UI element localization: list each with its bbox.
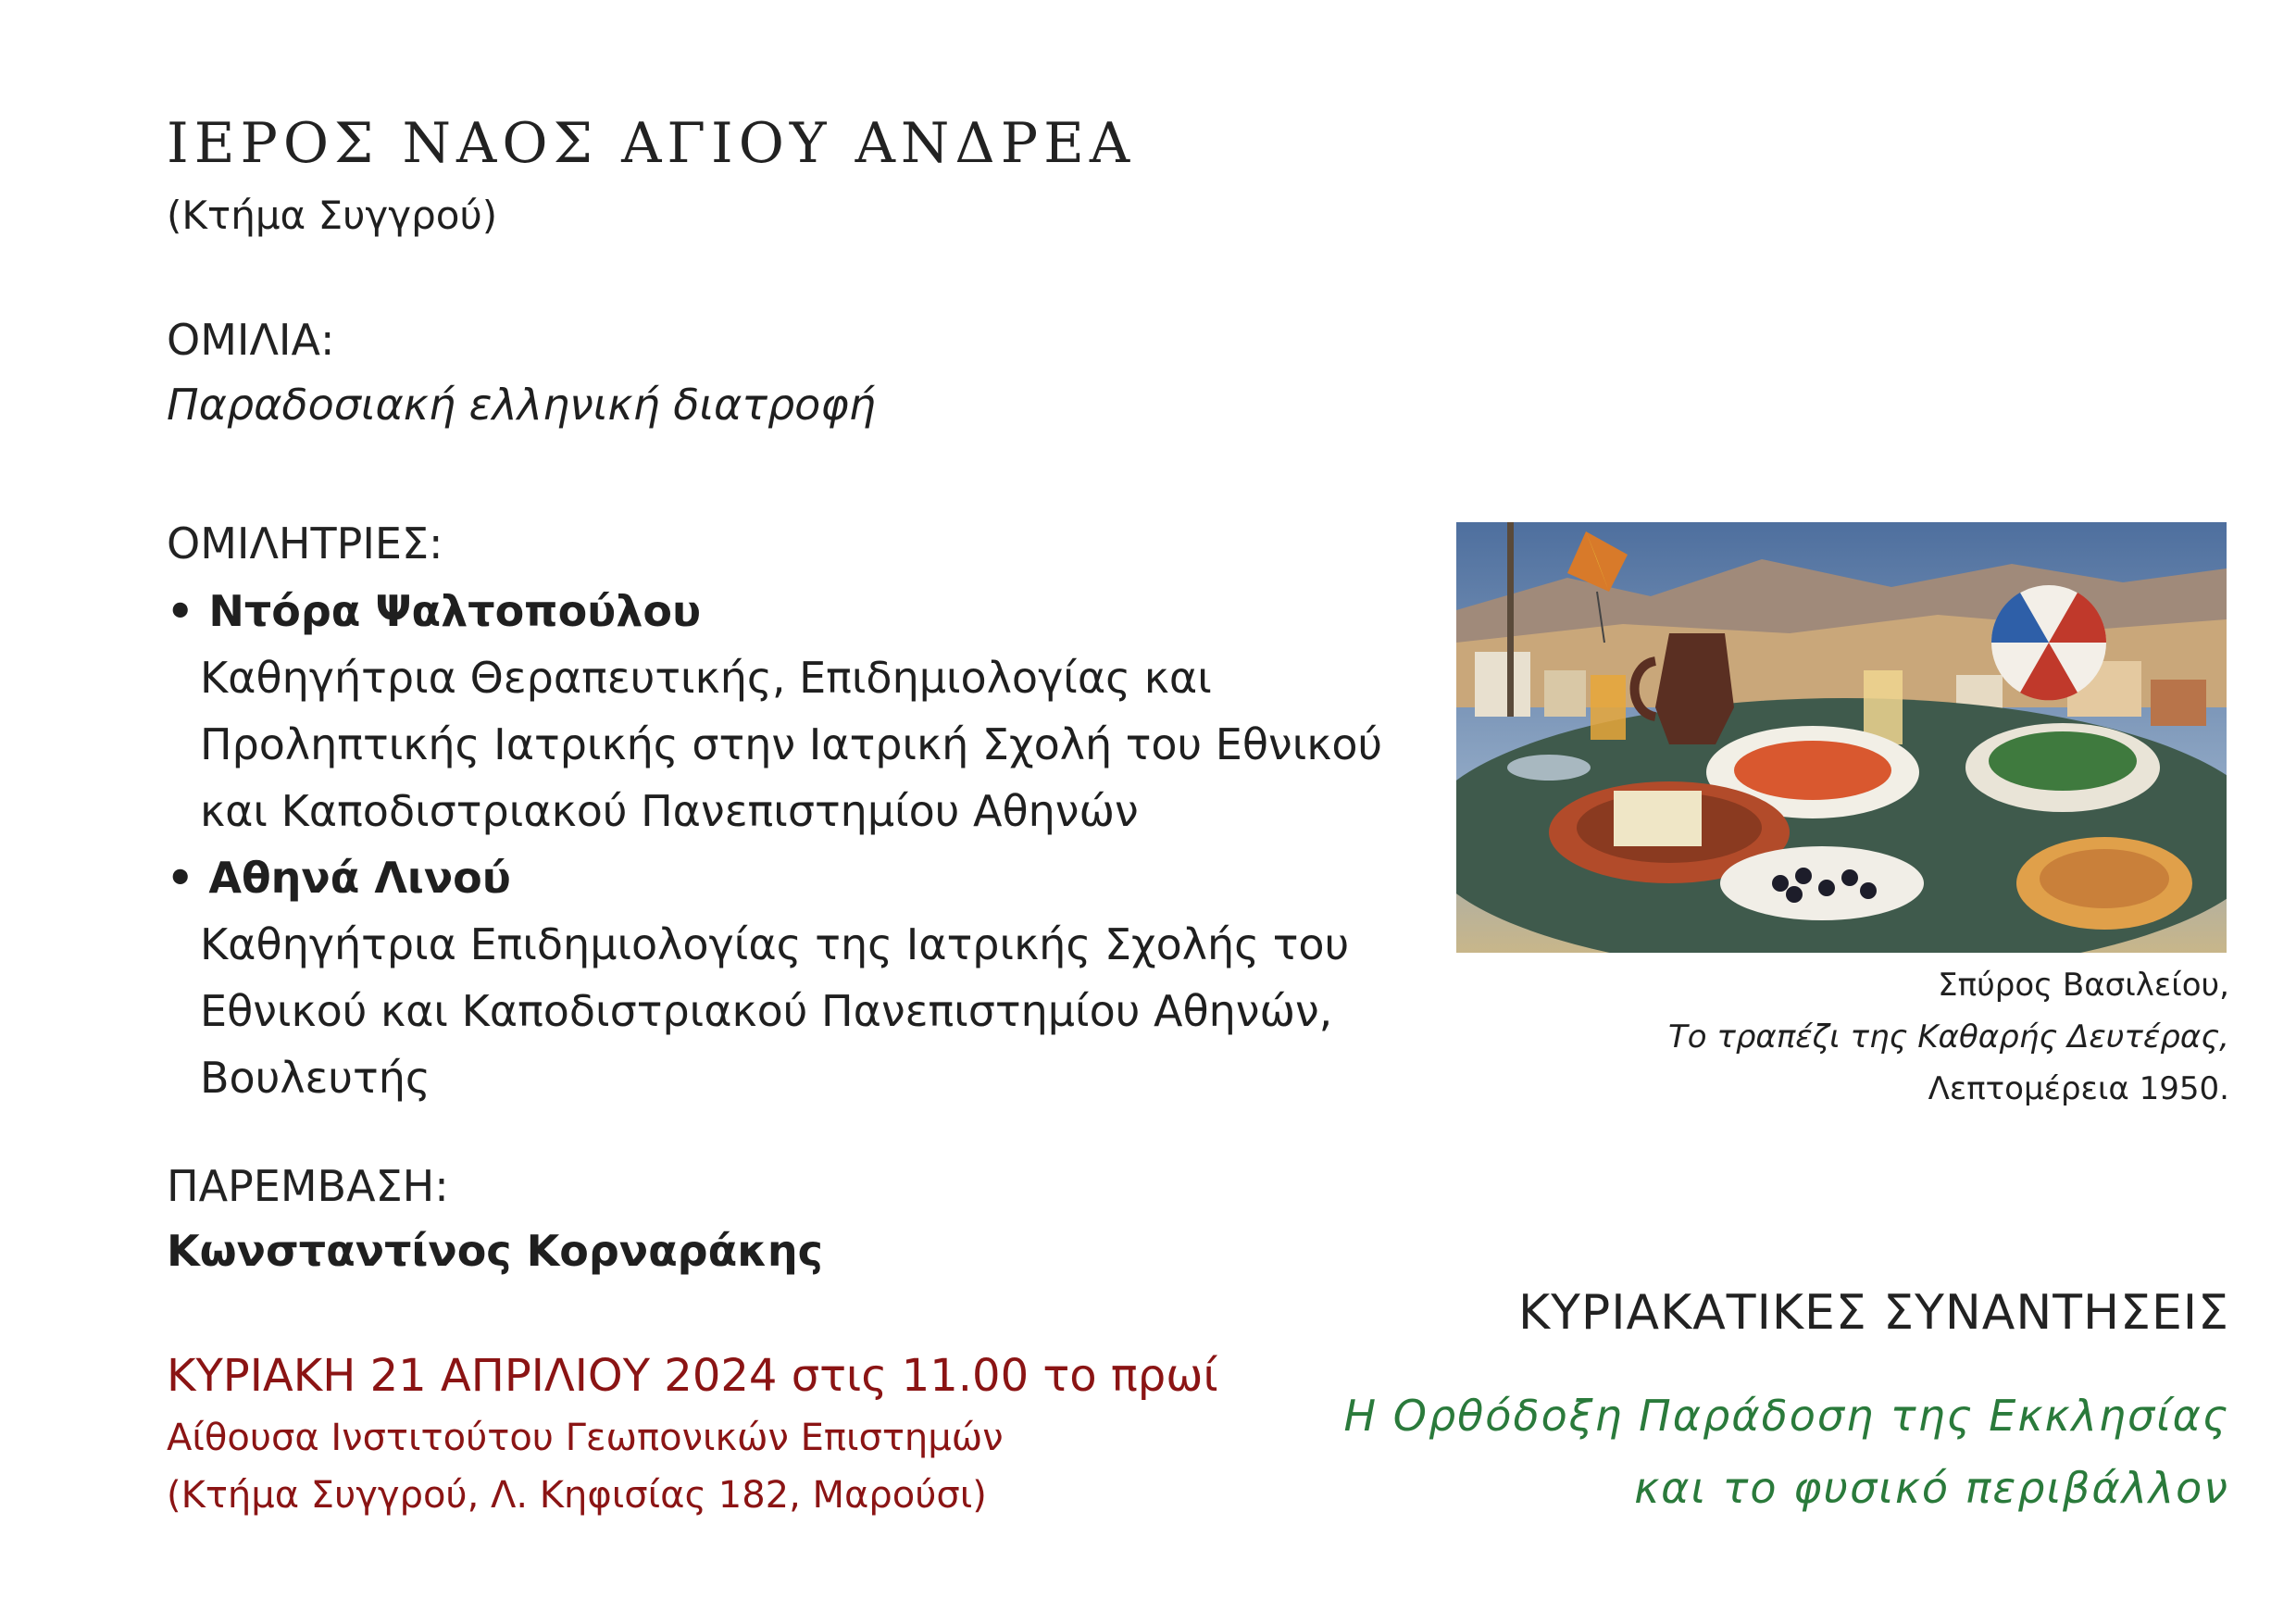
series-subtitle-line: Η Ορθόδοξη Παράδοση της Εκκλησίας bbox=[1343, 1391, 2229, 1441]
speaker-name: Αθηνά Λινού bbox=[208, 853, 511, 903]
speakers-label: ΟΜΙΛΗΤΡΙΕΣ: bbox=[167, 518, 443, 568]
speaker-affiliation-line: Καθηγήτρια Θεραπευτικής, Επιδημιολογίας και bbox=[200, 653, 1212, 703]
bullet: • bbox=[167, 853, 194, 903]
series-subtitle-line: και το φυσικό περιβάλλον bbox=[1634, 1463, 2229, 1513]
caption-artist: Σπύρος Βασιλείου, bbox=[1938, 967, 2229, 1004]
event-venue: Αίθουσα Ινστιτούτου Γεωπονικών Επιστημών bbox=[167, 1417, 1004, 1459]
speaker-item bbox=[167, 844, 511, 911]
event-date: ΚΥΡΙΑΚΗ 21 ΑΠΡΙΛΙΟΥ 2024 στις 11.00 το πρωί bbox=[167, 1350, 1218, 1402]
event-address: (Κτήμα Συγγρού, Λ. Κηφισίας 182, Μαρούσι) bbox=[167, 1474, 987, 1517]
series-title: ΚΥΡΙΑΚΑΤΙΚΕΣ ΣΥΝΑΝΤΗΣΕΙΣ bbox=[1518, 1285, 2229, 1341]
bullet: • bbox=[167, 586, 194, 636]
caption-title: Το τραπέζι της Καθαρής Δευτέρας, bbox=[1667, 1018, 2229, 1056]
speaker-name: Ντόρα Ψαλτοπούλου bbox=[208, 586, 702, 636]
intervention-name: Κωνσταντίνος Κορναράκης bbox=[167, 1226, 823, 1276]
speaker-item bbox=[167, 578, 701, 644]
speech-label: ΟΜΙΛΙΑ: bbox=[167, 315, 335, 365]
speaker-affiliation-line: Καθηγήτρια Επιδημιολογίας της Ιατρικής Σχολής του bbox=[200, 919, 1350, 969]
speaker-affiliation-line: και Καποδιστριακού Πανεπιστημίου Αθηνών bbox=[200, 786, 1139, 836]
speech-title: Παραδοσιακή ελληνική διατροφή bbox=[167, 380, 876, 430]
intervention-label: ΠΑΡΕΜΒΑΣΗ: bbox=[167, 1161, 449, 1211]
speaker-affiliation-line: Προληπτικής Ιατρικής στην Ιατρική Σχολή του Εθνικού bbox=[200, 719, 1383, 769]
speaker-affiliation-line: Εθνικού και Καποδιστριακού Πανεπιστημίου Αθηνών, bbox=[200, 986, 1333, 1036]
painting-image bbox=[1456, 522, 2227, 953]
church-location: (Κτήμα Συγγρού) bbox=[167, 193, 498, 238]
caption-detail: Λεπτομέρεια 1950. bbox=[1928, 1070, 2229, 1107]
speaker-affiliation-line: Βουλευτής bbox=[200, 1053, 430, 1103]
church-title: ΙΕΡΟΣ ΝΑΟΣ ΑΓΙΟΥ ΑΝΔΡΕΑ bbox=[167, 111, 1136, 176]
